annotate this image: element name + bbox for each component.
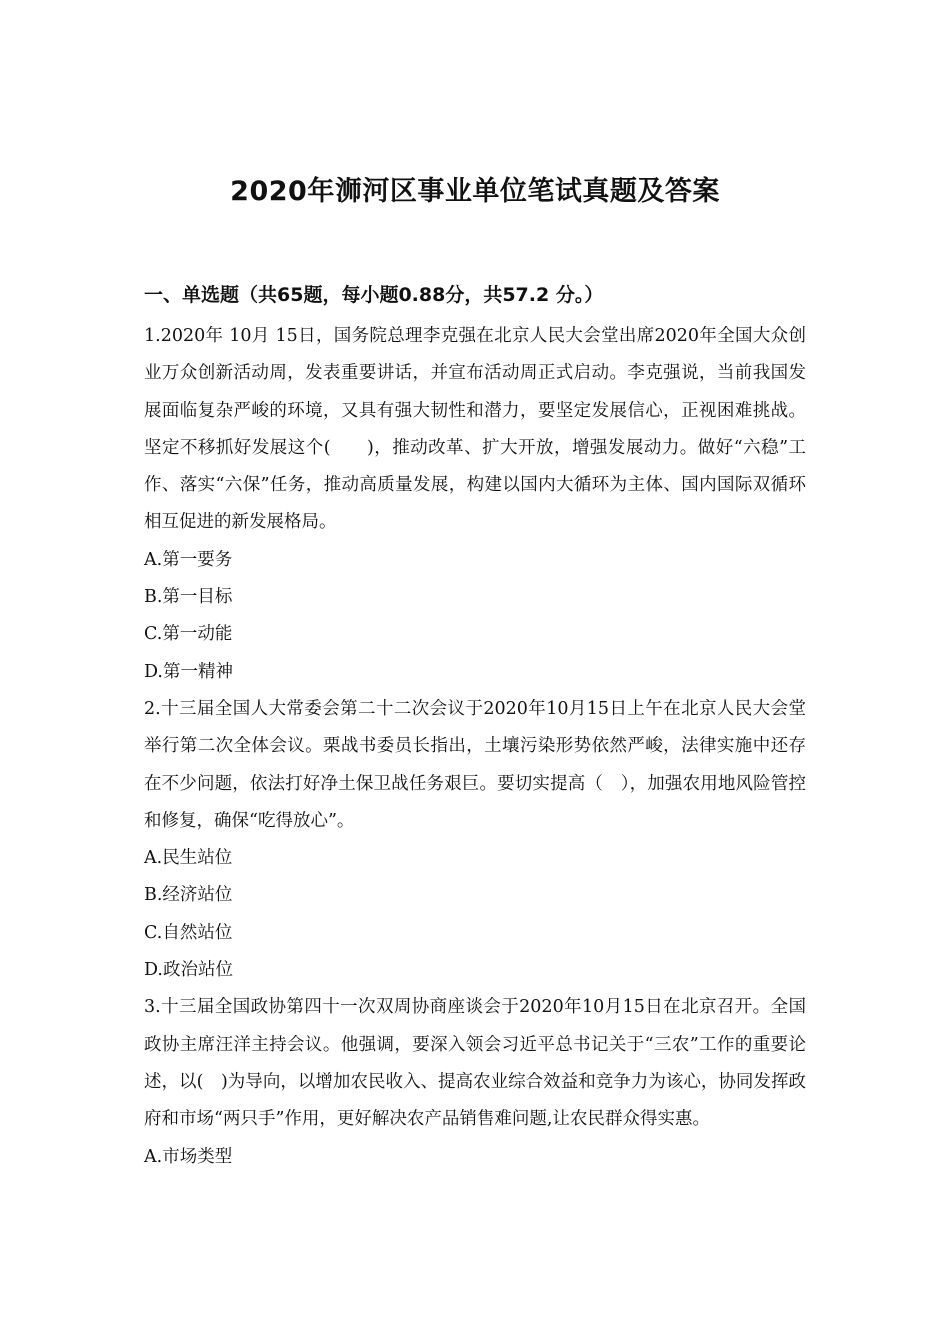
question-1 [144,318,806,691]
question-2 [144,691,806,989]
question-3 [144,989,806,1175]
option-c: C.自然站位 [144,922,233,943]
option-a: A.第一要务 [144,549,233,570]
option-b: B.第一目标 [144,587,233,608]
question-stem: 2.十三届全国人大常委会第二十二次会议于2020年10月15日上午在北京人民大会堂举行第二次全体会议。栗战书委员长指出，土壤污染形势依然严峻，法律实施中还存在不少问题，依法打好净土保卫战任务艰巨。要切实提高（ ），加强农用地风险管控和修复，确保“吃得放心”。 [144,698,806,831]
option-d: D.第一精神 [144,661,233,682]
question-stem: 1.2020年 10月 15日，国务院总理李克强在北京人民大会堂出席2020年全国大众创业万众创新活动周，发表重要讲话，并宣布活动周正式启动。李克强说，当前我国发展面临复杂严峻的环境，又具有强大韧性和潜力，要坚定发展信心，正视困难挑战。坚定不移抓好发展这个( )，推动改革、扩大开放，增强发展动力。做好“六稳”工作、落实“六保”任务，推动高质量发展，构建以国内大循环为主体、国内国际双循环相互促进的新发展格局。 [144,326,806,533]
option-d: D.政治站位 [144,960,233,981]
question-list [144,318,806,1176]
question-stem: 3.十三届全国政协第四十一次双周协商座谈会于2020年10月15日在北京召开。全国政协主席汪洋主持会议。他强调，要深入领会习近平总书记关于“三农”工作的重要论述，以( )为导向，以增加农民收入、提高农业综合效益和竞争力为该心，协同发挥政府和市场“两只手”作用，更好解决农产品销售难问题,让农民群众得实惠。 [144,997,806,1130]
section-heading: 一、单选题（共65题，每小题0.88分，共57.2 分。） [144,284,604,306]
option-b: B.经济站位 [144,885,233,906]
option-a: A.民生站位 [144,848,233,869]
option-c: C.第一动能 [144,624,233,645]
option-a: A.市场类型 [144,1146,233,1167]
document-title: 2020年浉河区事业单位笔试真题及答案 [230,176,720,207]
